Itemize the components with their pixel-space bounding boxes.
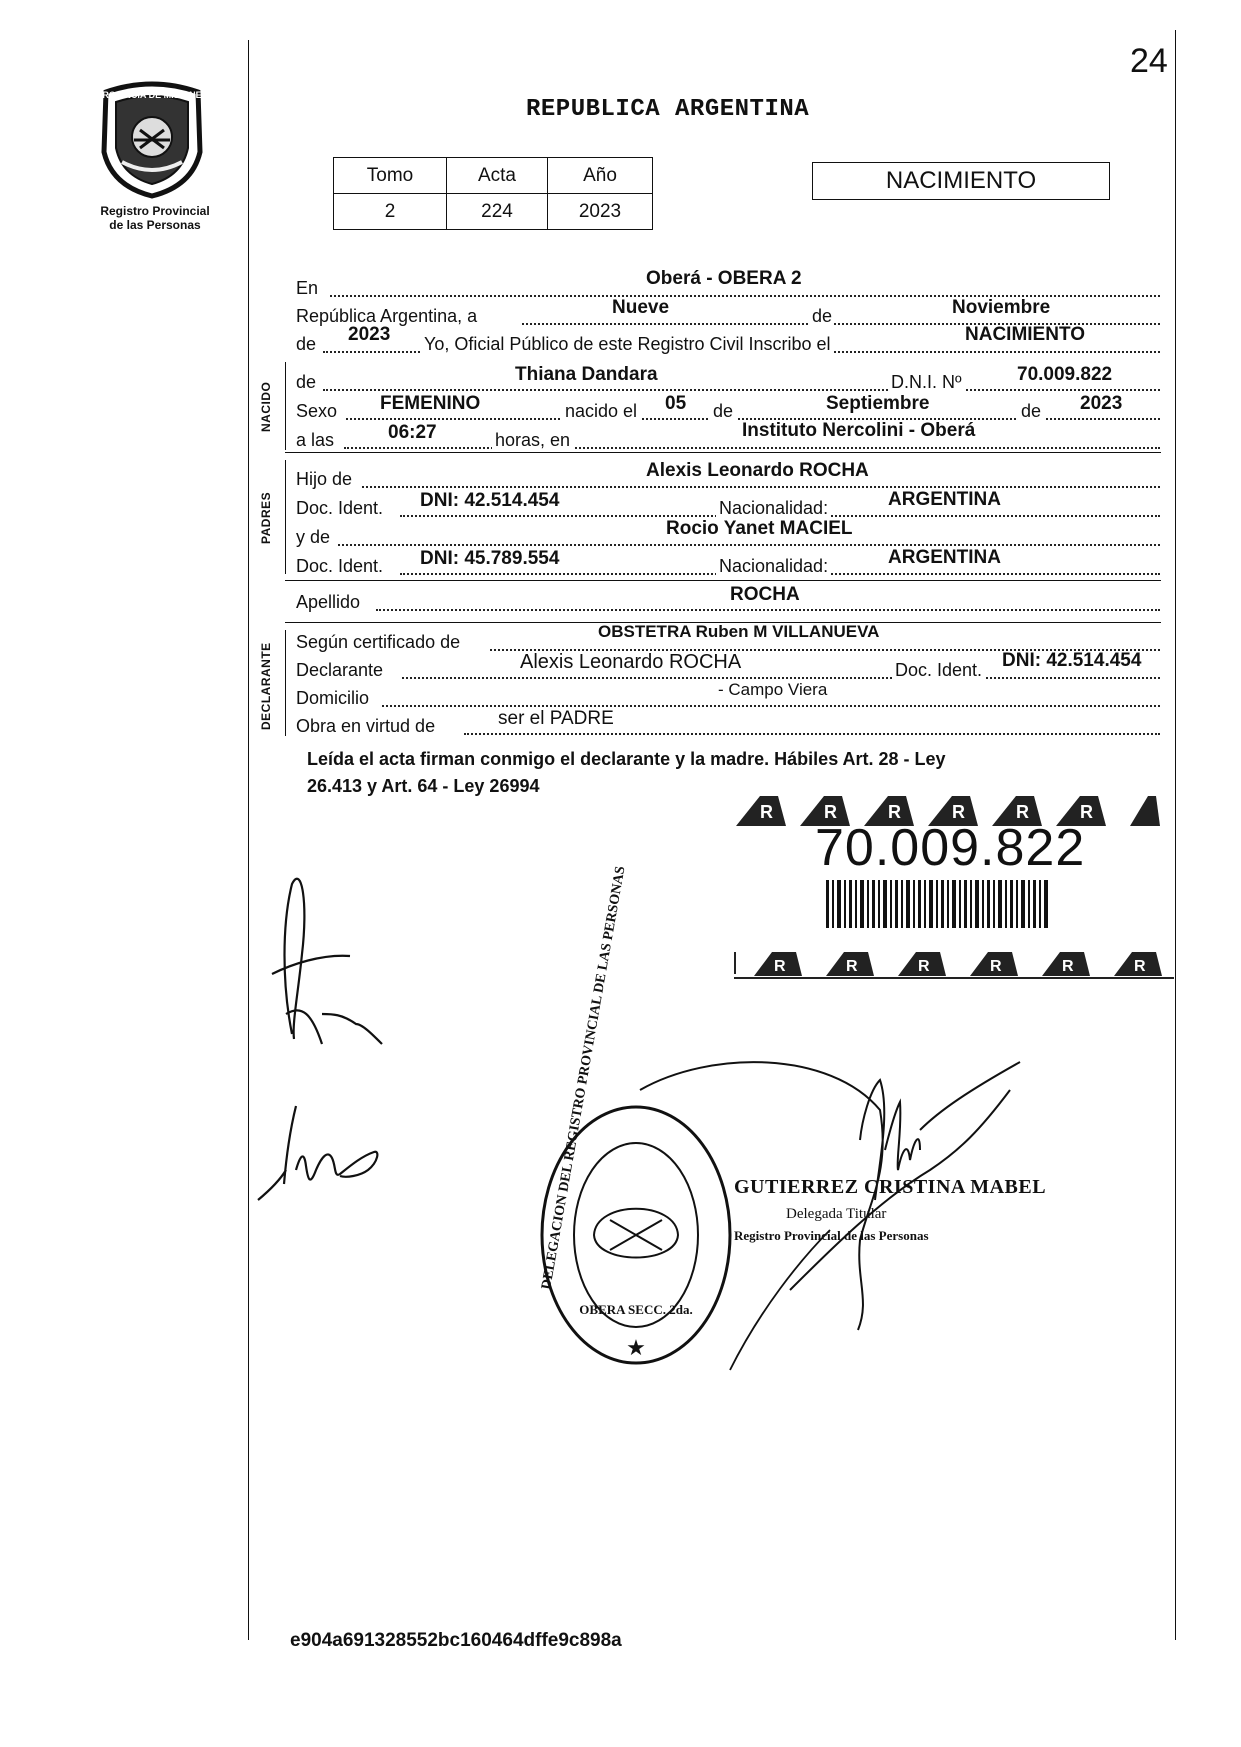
seal-text: PROVINCIA DE MISIONES	[96, 90, 208, 100]
book-reference-table	[333, 157, 653, 230]
document-hash: e904a691328552bc160464dffe9c898a	[290, 1630, 622, 1651]
svg-text:R: R	[824, 802, 837, 822]
security-pattern-bottom	[734, 950, 1174, 980]
registry-label	[80, 204, 230, 232]
sex-value: FEMENINO	[380, 393, 481, 414]
svg-text:R: R	[990, 958, 1002, 975]
label-yo: Yo, Oficial Público de este Registro Civil Inscribo el	[421, 334, 834, 355]
left-margin-rule	[248, 40, 249, 1640]
mother-nationality-value: ARGENTINA	[888, 547, 1001, 568]
svg-text:★: ★	[626, 1335, 646, 1360]
section-separator	[285, 452, 1161, 453]
day-value: Nueve	[612, 297, 670, 318]
label-nacionalidad-father: Nacionalidad:	[716, 498, 831, 519]
year-value: 2023	[348, 324, 391, 345]
registry-label-line2: de las Personas	[109, 218, 201, 232]
right-margin-rule	[1175, 30, 1176, 1640]
dotted-line	[402, 677, 1160, 679]
place-value: Oberá - OBERA 2	[646, 268, 802, 289]
act-type-inline: NACIMIENTO	[965, 324, 1085, 345]
label-apellido: Apellido	[296, 592, 361, 612]
security-dni-number: 70.009.822	[815, 819, 1086, 877]
provincial-seal-logo	[92, 82, 212, 200]
barcode	[826, 880, 1052, 928]
dotted-line	[362, 486, 1160, 488]
acta-value: 224	[447, 194, 548, 230]
page-number: 24	[1130, 42, 1168, 80]
father-name-value: Alexis Leonardo ROCHA	[646, 460, 869, 481]
label-republica: República Argentina, a	[296, 306, 478, 326]
svg-text:R: R	[1134, 958, 1146, 975]
section-bar-nacido	[285, 362, 286, 450]
surname-value: ROCHA	[730, 584, 800, 605]
child-name-value: Thiana Dandara	[515, 364, 658, 385]
anio-value: 2023	[548, 194, 653, 230]
anio-header: Año	[548, 158, 653, 194]
label-y-de: y de	[296, 527, 331, 547]
birth-time-value: 06:27	[388, 422, 437, 443]
acts-as-value: ser el PADRE	[498, 708, 614, 729]
declarant-name-value: Alexis Leonardo ROCHA	[520, 651, 742, 673]
certificate-by-value: OBSTETRA Ruben M VILLANUEVA	[598, 622, 880, 641]
dotted-line	[464, 733, 1160, 735]
registry-label-line1: Registro Provincial	[100, 204, 210, 218]
dotted-line	[376, 609, 1160, 611]
label-obra-virtud: Obra en virtud de	[296, 716, 436, 736]
svg-text:R: R	[774, 958, 786, 975]
label-de2: de	[710, 401, 736, 422]
address-value: - Campo Viera	[718, 680, 828, 699]
official-role: Delegada Titular	[786, 1206, 887, 1222]
svg-text:R: R	[888, 802, 901, 822]
stamp-ring-text: DELEGACION DEL REGISTRO PROVINCIAL DE LAS PERSONAS	[539, 865, 629, 1291]
svg-text:R: R	[1062, 958, 1074, 975]
document-title: REPUBLICA ARGENTINA	[526, 96, 810, 123]
mother-doc-value: DNI: 45.789.554	[420, 548, 560, 569]
legal-text-line2: 26.413 y Art. 64 - Ley 26994	[307, 776, 540, 796]
section-bar-padres	[285, 460, 286, 574]
legal-text-line1: Leída el acta firman conmigo el declarante y la madre. Hábiles Art. 28 - Ley	[307, 749, 946, 769]
side-label-declarante: DECLARANTE	[259, 642, 273, 730]
birth-day-value: 05	[665, 393, 687, 414]
label-de-start: de	[296, 334, 317, 354]
signature-mother	[250, 1100, 400, 1210]
child-dni-value: 70.009.822	[1017, 364, 1113, 385]
svg-text:R: R	[760, 802, 773, 822]
label-de3: de	[1018, 401, 1044, 422]
label-doc-ident-declarant: Doc. Ident.	[892, 660, 985, 681]
tomo-header: Tomo	[334, 158, 447, 194]
label-nacionalidad-mother: Nacionalidad:	[716, 556, 831, 577]
official-org: Registro Provincial de las Personas	[734, 1228, 929, 1243]
label-doc-ident-mother: Doc. Ident.	[296, 556, 384, 576]
birth-place-value: Instituto Nercolini - Oberá	[742, 420, 976, 441]
official-name: GUTIERREZ CRISTINA MABEL	[734, 1176, 1047, 1198]
side-label-padres: PADRES	[259, 491, 273, 544]
father-doc-value: DNI: 42.514.454	[420, 490, 560, 511]
svg-text:R: R	[1016, 802, 1029, 822]
act-type-box: NACIMIENTO	[812, 162, 1110, 200]
declarant-doc-value: DNI: 42.514.454	[1002, 650, 1142, 671]
label-de-name: de	[296, 372, 317, 392]
tomo-value: 2	[334, 194, 447, 230]
label-segun-cert: Según certificado de	[296, 632, 461, 652]
svg-text:R: R	[918, 958, 930, 975]
svg-text:R: R	[846, 958, 858, 975]
label-a-las: a las	[296, 430, 335, 450]
birth-month-value: Septiembre	[826, 393, 930, 414]
stamp-bottom-text: OBERA SECC. 2da.	[579, 1302, 693, 1317]
dotted-line	[338, 544, 1160, 546]
month-value: Noviembre	[952, 297, 1051, 318]
father-nationality-value: ARGENTINA	[888, 489, 1001, 510]
label-hijo-de: Hijo de	[296, 469, 353, 489]
birth-year-value: 2023	[1080, 393, 1123, 414]
label-de: de	[812, 306, 833, 326]
dotted-line	[382, 705, 1160, 707]
label-domicilio: Domicilio	[296, 688, 370, 708]
svg-text:R: R	[952, 802, 965, 822]
label-doc-ident-father: Doc. Ident.	[296, 498, 384, 518]
signature-official	[630, 1050, 1060, 1390]
side-label-nacido: NACIDO	[259, 381, 273, 432]
label-dni-no: D.N.I. Nº	[888, 372, 965, 393]
label-horas-en: horas, en	[492, 430, 573, 451]
label-sexo: Sexo	[296, 401, 338, 421]
acta-header: Acta	[447, 158, 548, 194]
section-bar-declarante	[285, 630, 286, 736]
label-en: En	[296, 278, 319, 298]
label-nacido-el: nacido el	[562, 401, 640, 422]
dotted-line	[344, 447, 1160, 449]
mother-name-value: Rocio Yanet MACIEL	[666, 518, 853, 539]
section-separator	[285, 580, 1161, 581]
label-declarante: Declarante	[296, 660, 384, 680]
dotted-line	[323, 389, 1160, 391]
svg-text:R: R	[1080, 802, 1093, 822]
signature-declarant	[262, 864, 392, 1054]
